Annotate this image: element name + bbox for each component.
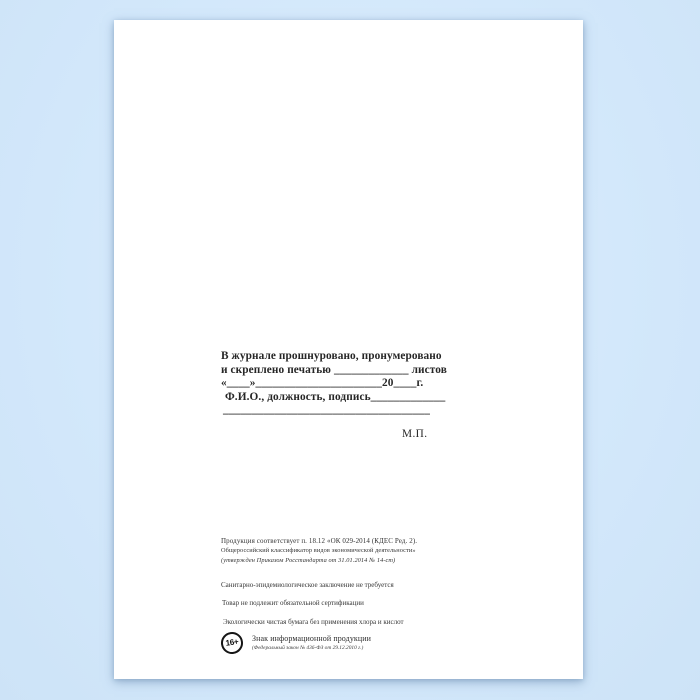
- binding-line-blank: ____________________________________: [223, 404, 430, 417]
- certification-statement: Товар не подлежит обязательной сертификации: [222, 599, 364, 607]
- binding-line-date: «____»______________________20____г.: [221, 377, 424, 390]
- age-rating-row: [221, 632, 417, 654]
- binding-line-sealed-sheets: и скреплено печатью _____________ листов: [221, 363, 447, 376]
- eco-paper-statement: Экологически чистая бумага без применения хлора и кислот: [223, 617, 404, 626]
- product-standard-line-3: (утвержден Приказом Росстандарта от 31.01.2014 № 14-ст): [221, 556, 396, 564]
- binding-certification-block: [221, 350, 447, 418]
- age-rating-caption: [252, 632, 371, 651]
- federal-law-reference: (Федеральный закон № 436-ФЗ от 29.12.2010 г.): [252, 644, 364, 651]
- binding-line-numbered: В журнале прошнуровано, пронумеровано: [221, 350, 442, 362]
- age-rating-16-icon: 16+: [220, 631, 245, 656]
- sanitary-statement: Санитарно-эпидемиологическое заключение не требуется: [221, 581, 394, 589]
- binding-line-name-position-signature: Ф.И.О., должность, подпись_____________: [225, 390, 446, 403]
- journal-back-page: [114, 20, 583, 679]
- product-standard-line-1: Продукция соответствует п. 18.12 «ОК 029-2014 (КДЕС Ред. 2).: [221, 537, 418, 545]
- product-standard-line-2: Общероссийский классификатор видов экономической деятельности»: [221, 547, 416, 554]
- legal-compliance-block: [221, 536, 417, 654]
- seal-place-mark: М.П.: [402, 428, 428, 440]
- information-product-sign-title: Знак информационной продукции: [252, 634, 372, 643]
